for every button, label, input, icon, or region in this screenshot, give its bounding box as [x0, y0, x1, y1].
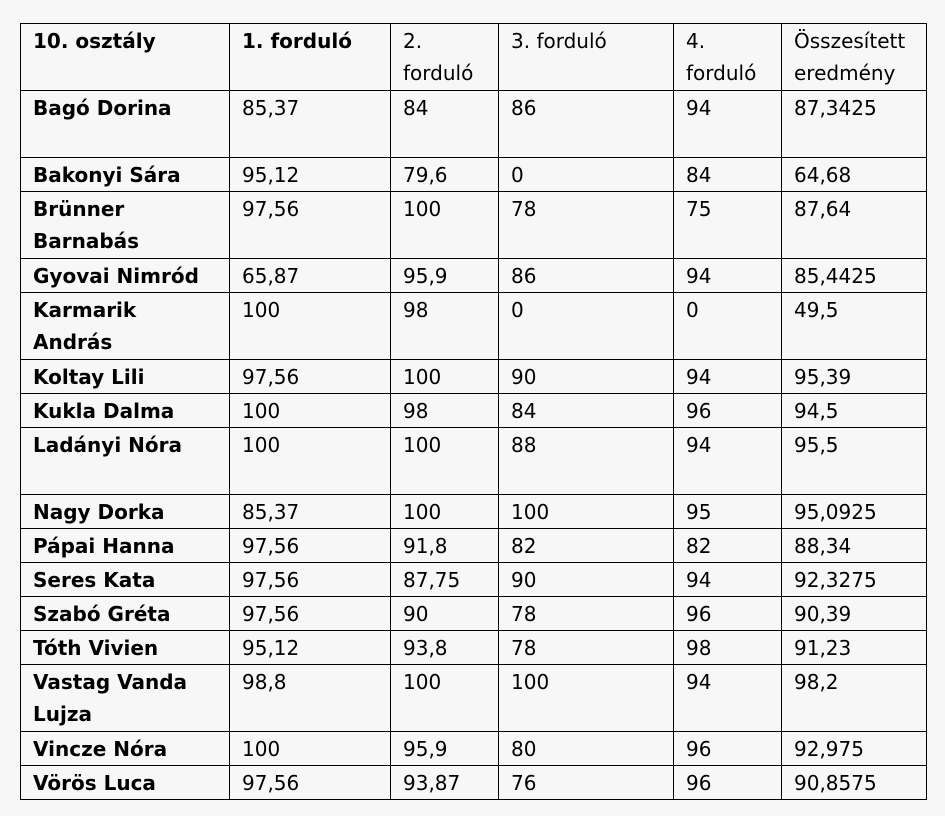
round-2-score: 100 [391, 495, 499, 529]
round-3-score: 0 [499, 158, 674, 192]
round-2-score: 100 [391, 665, 499, 732]
round-4-score: 0 [674, 293, 782, 360]
round-2-score: 93,87 [391, 766, 499, 800]
table-row [21, 192, 927, 259]
table-row [21, 597, 927, 631]
student-name: Vincze Nóra [21, 732, 230, 766]
round-3-score: 78 [499, 192, 674, 259]
table-row [21, 563, 927, 597]
round-4-score: 94 [674, 665, 782, 732]
header-row [21, 24, 927, 91]
round-2-score: 98 [391, 293, 499, 360]
round-1-score: 97,56 [230, 563, 391, 597]
round-1-score: 98,8 [230, 665, 391, 732]
round-3-score: 0 [499, 293, 674, 360]
round-3-score: 86 [499, 259, 674, 293]
table-row [21, 732, 927, 766]
table-row [21, 428, 927, 495]
round-3-score: 86 [499, 91, 674, 158]
header-round-4: 4. forduló [674, 24, 782, 91]
student-name: Ladányi Nóra [21, 428, 230, 495]
header-round-1: 1. forduló [230, 24, 391, 91]
table-row [21, 293, 927, 360]
round-4-score: 94 [674, 360, 782, 394]
total-score: 85,4425 [782, 259, 927, 293]
round-1-score: 97,56 [230, 766, 391, 800]
total-score: 90,8575 [782, 766, 927, 800]
student-name: Kukla Dalma [21, 394, 230, 428]
student-name: Vastag Vanda Lujza [21, 665, 230, 732]
student-name: Brünner Barnabás [21, 192, 230, 259]
round-2-score: 87,75 [391, 563, 499, 597]
round-1-score: 65,87 [230, 259, 391, 293]
total-score: 90,39 [782, 597, 927, 631]
round-2-score: 95,9 [391, 259, 499, 293]
round-4-score: 75 [674, 192, 782, 259]
total-score: 91,23 [782, 631, 927, 665]
table-row [21, 665, 927, 732]
student-name: Tóth Vivien [21, 631, 230, 665]
round-3-score: 100 [499, 495, 674, 529]
round-3-score: 88 [499, 428, 674, 495]
round-3-score: 90 [499, 360, 674, 394]
student-name: Karmarik András [21, 293, 230, 360]
table-row [21, 360, 927, 394]
student-name: Vörös Luca [21, 766, 230, 800]
round-4-score: 94 [674, 563, 782, 597]
round-4-score: 96 [674, 597, 782, 631]
student-name: Bagó Dorina [21, 91, 230, 158]
round-3-score: 100 [499, 665, 674, 732]
total-score: 95,39 [782, 360, 927, 394]
round-3-score: 78 [499, 597, 674, 631]
header-total: Összesített eredmény [782, 24, 927, 91]
table-row [21, 631, 927, 665]
total-score: 95,0925 [782, 495, 927, 529]
round-2-score: 79,6 [391, 158, 499, 192]
header-round-3: 3. forduló [499, 24, 674, 91]
header-class: 10. osztály [21, 24, 230, 91]
total-score: 88,34 [782, 529, 927, 563]
round-2-score: 84 [391, 91, 499, 158]
round-4-score: 94 [674, 91, 782, 158]
round-4-score: 96 [674, 766, 782, 800]
round-2-score: 91,8 [391, 529, 499, 563]
student-name: Gyovai Nimród [21, 259, 230, 293]
round-1-score: 97,56 [230, 597, 391, 631]
total-score: 87,3425 [782, 91, 927, 158]
round-3-score: 76 [499, 766, 674, 800]
student-name: Pápai Hanna [21, 529, 230, 563]
student-name: Szabó Gréta [21, 597, 230, 631]
round-2-score: 98 [391, 394, 499, 428]
round-3-score: 84 [499, 394, 674, 428]
round-4-score: 82 [674, 529, 782, 563]
table-row [21, 394, 927, 428]
total-score: 98,2 [782, 665, 927, 732]
round-1-score: 97,56 [230, 529, 391, 563]
student-name: Nagy Dorka [21, 495, 230, 529]
round-2-score: 100 [391, 192, 499, 259]
total-score: 92,3275 [782, 563, 927, 597]
student-name: Seres Kata [21, 563, 230, 597]
round-1-score: 95,12 [230, 631, 391, 665]
student-name: Koltay Lili [21, 360, 230, 394]
total-score: 95,5 [782, 428, 927, 495]
table-row [21, 158, 927, 192]
round-3-score: 78 [499, 631, 674, 665]
round-4-score: 94 [674, 259, 782, 293]
round-1-score: 100 [230, 394, 391, 428]
round-1-score: 97,56 [230, 192, 391, 259]
total-score: 49,5 [782, 293, 927, 360]
round-1-score: 100 [230, 293, 391, 360]
round-3-score: 90 [499, 563, 674, 597]
round-1-score: 100 [230, 428, 391, 495]
round-4-score: 94 [674, 428, 782, 495]
round-3-score: 82 [499, 529, 674, 563]
round-2-score: 100 [391, 360, 499, 394]
table-row [21, 91, 927, 158]
round-1-score: 85,37 [230, 91, 391, 158]
round-2-score: 95,9 [391, 732, 499, 766]
round-4-score: 95 [674, 495, 782, 529]
round-3-score: 80 [499, 732, 674, 766]
round-1-score: 100 [230, 732, 391, 766]
round-2-score: 100 [391, 428, 499, 495]
round-1-score: 95,12 [230, 158, 391, 192]
table-row [21, 766, 927, 800]
round-2-score: 93,8 [391, 631, 499, 665]
total-score: 64,68 [782, 158, 927, 192]
total-score: 87,64 [782, 192, 927, 259]
round-4-score: 98 [674, 631, 782, 665]
total-score: 94,5 [782, 394, 927, 428]
table-row [21, 259, 927, 293]
total-score: 92,975 [782, 732, 927, 766]
round-1-score: 85,37 [230, 495, 391, 529]
results-table [20, 23, 927, 800]
round-4-score: 96 [674, 394, 782, 428]
round-4-score: 96 [674, 732, 782, 766]
round-1-score: 97,56 [230, 360, 391, 394]
table-row [21, 529, 927, 563]
table-row [21, 495, 927, 529]
round-2-score: 90 [391, 597, 499, 631]
header-round-2: 2. forduló [391, 24, 499, 91]
round-4-score: 84 [674, 158, 782, 192]
student-name: Bakonyi Sára [21, 158, 230, 192]
